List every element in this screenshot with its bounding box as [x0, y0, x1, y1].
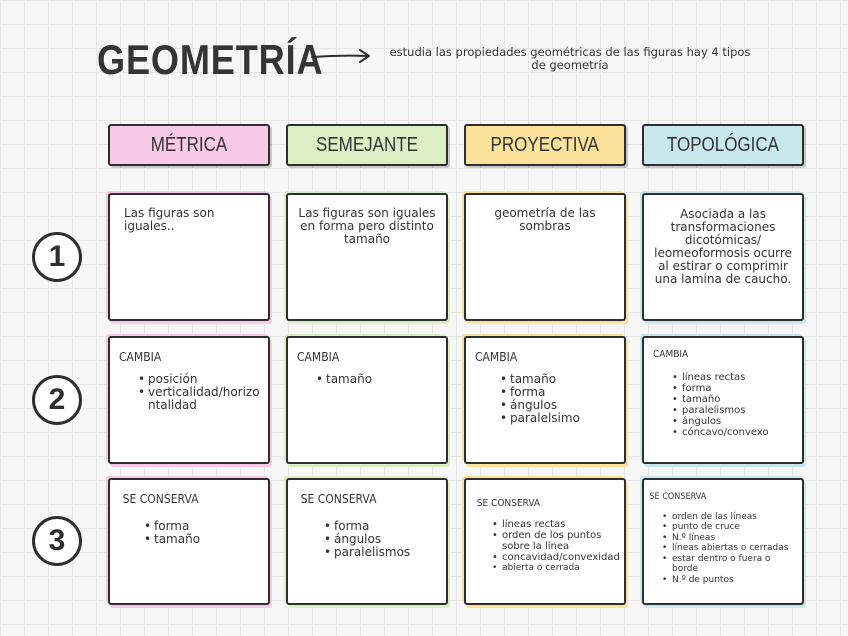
card-cambia	[286, 336, 448, 464]
item-list	[644, 512, 802, 586]
list-item: • orden de los puntos sobre la línea	[502, 530, 618, 552]
card-text: Las figuras son iguales..	[124, 206, 215, 233]
item-list	[110, 373, 268, 412]
card-label: CAMBIA	[119, 350, 162, 364]
card-cambia	[108, 336, 270, 464]
list-item: • forma	[682, 383, 802, 394]
list-item: • N.º líneas	[672, 533, 798, 544]
list-item: • posición	[148, 373, 268, 386]
item-list	[288, 520, 446, 559]
list-item: • paralelismos	[682, 405, 802, 416]
card-text: Asociada a las transformaciones dicotómicas/ leomeoformosis ocurre al estirar o comprimir una lamina de caucho.	[654, 207, 792, 286]
list-item: • verticalidad/horizo ntalidad	[148, 386, 268, 412]
list-item: • tamaño	[510, 373, 624, 386]
card-description	[108, 193, 270, 321]
card-cambia	[642, 336, 804, 464]
card-label: SE CONSERVA	[300, 492, 377, 506]
item-list	[288, 373, 446, 386]
card-description	[642, 193, 804, 321]
card-description	[286, 193, 448, 321]
subtitle: estudia las propiedades geométricas de las figuras hay 4 tipos de geometría	[389, 45, 751, 72]
list-item: • tamaño	[154, 533, 268, 546]
item-list	[644, 372, 802, 438]
list-item: • paralelismos	[334, 546, 446, 559]
list-item: • ángulos	[510, 399, 624, 412]
card-label: CAMBIA	[653, 349, 689, 360]
item-list	[466, 373, 624, 425]
list-item: • tamaño	[682, 394, 802, 405]
card-se-conserva	[108, 478, 270, 605]
list-item: • forma	[154, 520, 268, 533]
list-item: • cóncavo/convexo	[682, 427, 802, 438]
header-metrica	[108, 124, 270, 166]
card-label: SE CONSERVA	[649, 492, 707, 502]
list-item: • concavidad/convexidad	[502, 552, 618, 563]
list-item: • forma	[334, 520, 446, 533]
card-se-conserva	[464, 478, 626, 605]
list-item: • ángulos	[334, 533, 446, 546]
header-label: SEMEJANTE	[315, 133, 419, 156]
list-item: • paralelsimo	[510, 412, 624, 425]
card-label: SE CONSERVA	[122, 492, 199, 506]
list-item: • punto de cruce	[672, 522, 798, 533]
card-text: geometría de las sombras	[494, 206, 596, 233]
card-label: CAMBIA	[475, 350, 518, 364]
header-label: PROYECTIVA	[490, 133, 600, 156]
header-semejante	[286, 124, 448, 166]
card-label: CAMBIA	[297, 350, 340, 364]
row-number-2: 2	[32, 375, 82, 425]
list-item: • abierta o cerrada	[502, 563, 618, 574]
card-label: SE CONSERVA	[476, 498, 541, 509]
page-title: GEOMETRÍA	[97, 36, 324, 83]
list-item: • líneas rectas	[502, 519, 618, 530]
card-text: Las figuras son iguales en forma pero distinto tamaño	[298, 206, 436, 246]
arrow-right-icon	[310, 46, 374, 66]
header-topologica	[642, 124, 804, 166]
card-se-conserva	[286, 478, 448, 605]
row-number-1: 1	[32, 232, 82, 282]
header-proyectiva	[464, 124, 626, 166]
header-label: TOPOLÓGICA	[666, 133, 780, 156]
list-item: • orden de las líneas	[672, 512, 798, 523]
card-description	[464, 193, 626, 321]
item-list	[110, 520, 268, 546]
list-item: • tamaño	[326, 373, 446, 386]
list-item: • estar dentro o fuera o borde	[672, 554, 798, 575]
card-se-conserva	[642, 478, 804, 605]
list-item: • ángulos	[682, 416, 802, 427]
list-item: • N.º de puntos	[672, 575, 798, 586]
card-cambia	[464, 336, 626, 464]
item-list	[466, 519, 624, 574]
header-label: MÉTRICA	[150, 133, 228, 156]
list-item: • forma	[510, 386, 624, 399]
list-item: • líneas rectas	[682, 372, 802, 383]
list-item: • líneas abiertas o cerradas	[672, 543, 798, 554]
row-number-3: 3	[32, 516, 82, 566]
